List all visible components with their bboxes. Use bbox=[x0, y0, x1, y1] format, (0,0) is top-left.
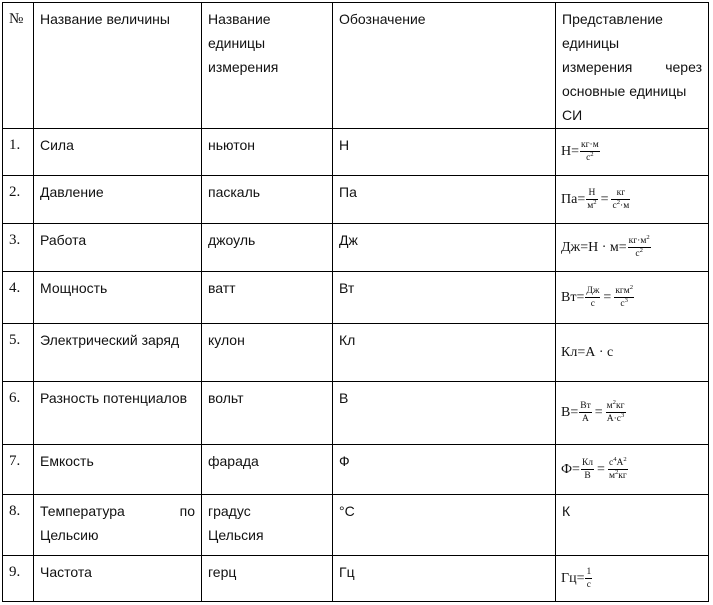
fraction-numerator: 1 bbox=[586, 566, 592, 577]
quantity-name bbox=[34, 495, 202, 556]
si-formula bbox=[556, 445, 709, 495]
header-name: Название величины bbox=[34, 3, 202, 129]
header-row bbox=[3, 3, 709, 129]
fraction bbox=[581, 458, 594, 481]
header-si bbox=[556, 3, 709, 129]
unit-symbol: Кл bbox=[333, 324, 556, 382]
row-num: 7. bbox=[3, 445, 34, 495]
row-num: 2. bbox=[3, 176, 34, 224]
unit-name bbox=[202, 495, 333, 556]
quantity-name-line2: Цельсию bbox=[40, 527, 99, 543]
header-num: № bbox=[3, 3, 34, 129]
fraction-denominator: $с^2\cdot м$ bbox=[612, 198, 630, 211]
fraction bbox=[585, 286, 600, 309]
table-row bbox=[3, 556, 709, 602]
fraction-denominator: $с^2$ bbox=[635, 246, 643, 259]
fraction-denominator: $с^3$ bbox=[620, 296, 628, 309]
fraction-numerator: Дж bbox=[586, 285, 600, 296]
row-num: 4. bbox=[3, 272, 34, 324]
row-num: 3. bbox=[3, 224, 34, 272]
unit-name: фарада bbox=[202, 445, 333, 495]
header-si-line1: Представление единицы bbox=[562, 11, 663, 51]
unit-name: ватт bbox=[202, 272, 333, 324]
fraction-numerator: Н bbox=[586, 188, 597, 200]
unit-name: герц bbox=[202, 556, 333, 602]
table-row bbox=[3, 129, 709, 176]
table-row bbox=[3, 272, 709, 324]
si-formula bbox=[556, 129, 709, 176]
fraction-denominator: с bbox=[586, 579, 591, 590]
quantity-name-line1: Температура по bbox=[40, 503, 195, 519]
unit-name: джоуль bbox=[202, 224, 333, 272]
si-formula bbox=[556, 176, 709, 224]
header-si-line2: измерения через bbox=[562, 59, 702, 75]
fraction-denominator: $м^2кг$ bbox=[608, 468, 627, 481]
fraction bbox=[586, 188, 597, 211]
fraction bbox=[579, 401, 592, 424]
fraction-denominator: $м^2$ bbox=[587, 198, 597, 211]
unit-symbol: °С bbox=[333, 495, 556, 556]
quantity-name: Сила bbox=[34, 129, 202, 176]
si-formula bbox=[556, 272, 709, 324]
formula-lhs: Па= bbox=[561, 191, 586, 207]
formula-lhs: Гц= bbox=[561, 570, 585, 586]
fraction bbox=[606, 401, 626, 424]
row-num: 1. bbox=[3, 129, 34, 176]
unit-symbol: Дж bbox=[333, 224, 556, 272]
fraction-numerator: Вт bbox=[580, 401, 591, 412]
quantity-name: Работа bbox=[34, 224, 202, 272]
fraction bbox=[628, 233, 651, 259]
formula-lhs: Ф= bbox=[561, 461, 580, 477]
quantity-name: Электрический заряд bbox=[34, 324, 202, 382]
equals-sign: = bbox=[597, 461, 605, 477]
row-num: 6. bbox=[3, 382, 34, 445]
fraction bbox=[580, 140, 600, 163]
unit-name: вольт bbox=[202, 382, 333, 445]
si-formula: К bbox=[556, 495, 709, 556]
unit-name-line2: Цельсия bbox=[208, 527, 264, 543]
unit-symbol: Па bbox=[333, 176, 556, 224]
quantity-name: Мощность bbox=[34, 272, 202, 324]
quantity-name: Частота bbox=[34, 556, 202, 602]
fraction bbox=[611, 188, 630, 211]
si-formula bbox=[556, 382, 709, 445]
row-num: 5. bbox=[3, 324, 34, 382]
unit-symbol: Гц bbox=[333, 556, 556, 602]
fraction-denominator: $с^2$ bbox=[586, 151, 594, 164]
units-table bbox=[2, 2, 709, 602]
equals-sign: = bbox=[600, 191, 609, 207]
fraction-denominator: с bbox=[590, 298, 595, 309]
fraction-numerator: $кг\cdot м^2$ bbox=[628, 233, 650, 246]
equals-sign: = bbox=[603, 289, 612, 305]
formula-lhs: Вт= bbox=[561, 289, 585, 305]
table-row bbox=[3, 176, 709, 224]
unit-symbol: В bbox=[333, 382, 556, 445]
fraction-numerator: кг bbox=[611, 188, 630, 200]
si-formula: Кл=А · с bbox=[556, 324, 709, 382]
fraction-denominator: А bbox=[582, 414, 589, 425]
fraction-numerator: кг·м bbox=[581, 140, 599, 151]
fraction-denominator: В bbox=[584, 470, 591, 481]
unit-symbol: Вт bbox=[333, 272, 556, 324]
table-row bbox=[3, 224, 709, 272]
unit-symbol: Ф bbox=[333, 445, 556, 495]
header-unit-name: Название единицы измерения bbox=[202, 3, 333, 129]
fraction bbox=[585, 567, 592, 590]
row-num: 9. bbox=[3, 556, 34, 602]
row-num: 8. bbox=[3, 495, 34, 556]
fraction-numerator: Кл bbox=[581, 457, 594, 468]
table-row bbox=[3, 445, 709, 495]
header-symbol: Обозначение bbox=[333, 3, 556, 129]
table-row bbox=[3, 495, 709, 556]
header-si-line3: основные единицы СИ bbox=[562, 83, 687, 123]
quantity-name: Емкость bbox=[34, 445, 202, 495]
formula-lhs: В= bbox=[561, 405, 579, 420]
table-row bbox=[3, 324, 709, 382]
quantity-name: Давление bbox=[34, 176, 202, 224]
unit-name: кулон bbox=[202, 324, 333, 382]
fraction-numerator: кгм$^2$ bbox=[615, 283, 634, 296]
table-row bbox=[3, 382, 709, 445]
fraction bbox=[614, 283, 634, 309]
fraction-numerator: $м^2кг$ bbox=[606, 399, 625, 412]
fraction-numerator: $с^4А^2$ bbox=[609, 455, 627, 468]
unit-name-line1: градус bbox=[208, 503, 251, 519]
unit-name: паскаль bbox=[202, 176, 333, 224]
unit-symbol: Н bbox=[333, 129, 556, 176]
si-formula bbox=[556, 556, 709, 602]
formula-lhs: Н= bbox=[561, 144, 580, 159]
quantity-name: Разность потенциалов bbox=[34, 382, 202, 445]
equals-sign: = bbox=[594, 405, 603, 420]
fraction bbox=[608, 455, 628, 481]
fraction-denominator: $А\cdot с^3$ bbox=[606, 412, 625, 425]
unit-name: ньютон bbox=[202, 129, 333, 176]
si-formula bbox=[556, 224, 709, 272]
formula-lhs: Дж=Н · м= bbox=[561, 239, 627, 255]
